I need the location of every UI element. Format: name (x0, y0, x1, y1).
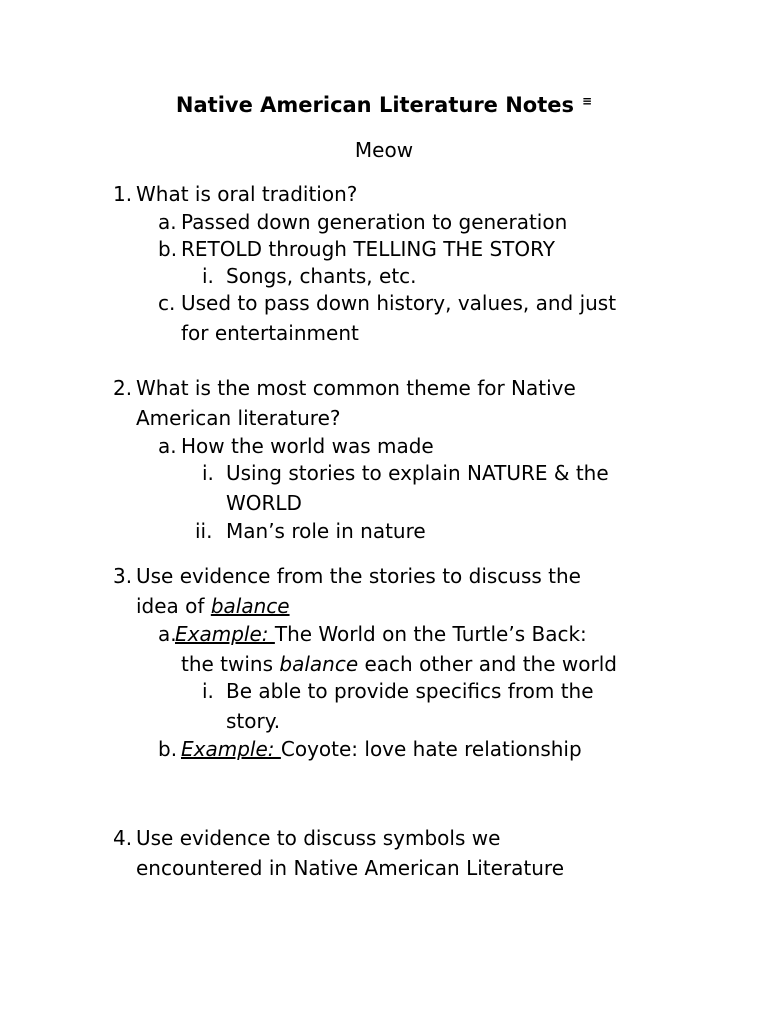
q3-a-balance-emphasis: balance (279, 652, 359, 676)
q2-a-text: How the world was made (181, 434, 434, 458)
q2-text-line1: What is the most common theme for Native (136, 376, 576, 400)
q2-number: 2. (113, 376, 133, 400)
q1-c-text-line2: for entertainment (181, 321, 359, 345)
q3-a-text-line1-rest: The World on the Turtle’s Back: (274, 622, 587, 646)
q2-a-ii-text: Man’s role in nature (226, 519, 426, 543)
q2-a-i-text-line1: Using stories to explain NATURE & the (226, 461, 609, 485)
document-title (0, 91, 768, 119)
q3-a-i-text-line1: Be able to provide specifics from the (226, 679, 594, 703)
q1-text: What is oral tradition? (136, 182, 358, 206)
q1-b-i-label: i. (202, 264, 214, 288)
q3-a-text-line2-pre: the twins (181, 652, 280, 676)
document-subtitle: Meow (354, 138, 414, 162)
q3-a-label: a. (158, 622, 177, 646)
q4-text-line2: encountered in Native American Literature (136, 856, 565, 880)
q3-b-label: b. (158, 737, 178, 761)
q3-number: 3. (113, 564, 133, 588)
q2-text-line2: American literature? (136, 406, 341, 430)
q3-a-text-line1 (175, 620, 587, 648)
q3-a-text-line2-post: each other and the world (358, 652, 617, 676)
q3-b-example-label: Example: (181, 737, 281, 761)
q1-a-text: Passed down generation to generation (181, 210, 568, 234)
q2-a-i-label: i. (202, 461, 214, 485)
q1-b-label: b. (158, 237, 178, 261)
q1-c-label: c. (158, 291, 176, 315)
q3-a-i-label: i. (202, 679, 214, 703)
menu-icon: ≡ (582, 94, 593, 108)
q2-a-label: a. (158, 434, 177, 458)
q3-text-line2-prefix: idea of (136, 594, 211, 618)
q1-b-text: RETOLD through TELLING THE STORY (181, 237, 555, 261)
q3-balance-emphasis: balance (210, 594, 290, 618)
q2-a-ii-label: ii. (195, 519, 213, 543)
q1-number: 1. (113, 182, 133, 206)
q3-b-text-rest: Coyote: love hate relationship (280, 737, 582, 761)
title-text: Native American Literature Notes (175, 93, 575, 117)
q3-a-example-label: Example: (175, 622, 275, 646)
q3-text-line2 (136, 592, 290, 620)
q3-text-line1: Use evidence from the stories to discuss the (136, 564, 581, 588)
q4-text-line1: Use evidence to discuss symbols we (136, 826, 501, 850)
q1-c-text-line1: Used to pass down history, values, and just (181, 291, 617, 315)
q1-b-i-text: Songs, chants, etc. (226, 264, 417, 288)
q3-a-i-text-line2: story. (226, 709, 281, 733)
q2-a-i-text-line2: WORLD (226, 491, 302, 515)
q4-number: 4. (113, 826, 133, 850)
q1-a-label: a. (158, 210, 177, 234)
q3-a-text-line2 (181, 650, 617, 678)
q3-b-text (181, 735, 582, 763)
